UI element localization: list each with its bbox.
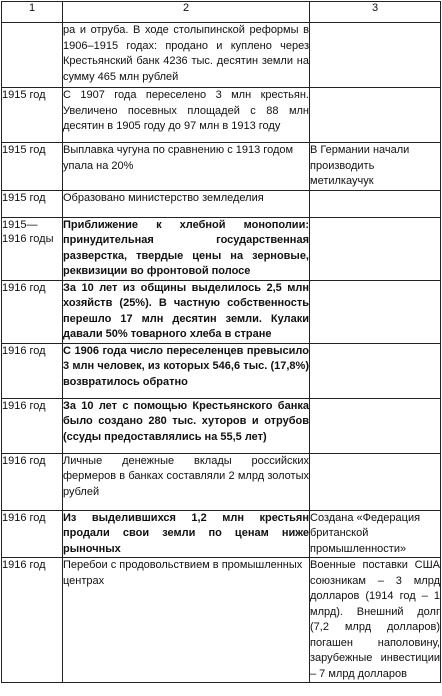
world-event-cell [310, 453, 441, 510]
event-cell: Образовано министерство земледелия [63, 190, 310, 217]
table-row [2, 190, 441, 217]
year-cell: 1915 год [2, 143, 63, 191]
year-cell: 1916 год [2, 280, 63, 343]
chronology-table [1, 1, 441, 683]
table-row [2, 23, 441, 88]
header-col-1: 1 [2, 2, 63, 23]
event-cell: ра и отруба. В ходе столыпинской реформы в 1906–1915 годах: продано и куплено через Крестьянский банк 4236 тыс. десятин земли на сумму 465 млн рублей [63, 23, 310, 88]
year-cell: 1916 год [2, 398, 63, 453]
event-cell: За 10 лет с помощью Крестьянского банка было создано 280 тыс. хуторов и отрубов (ссуды предоставлялись на 55,5 лет) [63, 398, 310, 453]
world-event-cell: В Германии начали производить метилкаучук [310, 143, 441, 191]
year-cell: 1916 год [2, 343, 63, 398]
world-event-cell: Создана «Федерация британской промышленности» [310, 510, 441, 558]
header-col-2: 2 [63, 2, 310, 23]
world-event-cell [310, 23, 441, 88]
year-cell: 1916 год [2, 558, 63, 683]
year-cell: 1916 год [2, 453, 63, 510]
table-row [2, 453, 441, 510]
table-row [2, 343, 441, 398]
table-row [2, 558, 441, 683]
table-row [2, 280, 441, 343]
year-cell: 1915 год [2, 190, 63, 217]
table-row [2, 143, 441, 191]
world-event-cell [310, 190, 441, 217]
year-cell: 1916 год [2, 510, 63, 558]
table-row [2, 510, 441, 558]
event-cell: Из выделившихся 1,2 млн крестьян продали свои земли по ценам ниже рыночных [63, 510, 310, 558]
event-cell: С 1907 года переселено 3 млн крестьян. Увеличено посевных площадей с 88 млн десятин в 1905 году до 97 млн в 1913 году [63, 88, 310, 143]
event-cell: Выплавка чугуна по сравнению с 1913 годом упала на 20% [63, 143, 310, 191]
world-event-cell [310, 398, 441, 453]
table-row [2, 398, 441, 453]
event-cell: Приближение к хлебной монополии: принудительная государственная разверстка, твердые цены на зерновые, реквизиции во фронтовой полосе [63, 217, 310, 280]
year-cell [2, 23, 63, 88]
event-cell: За 10 лет из общины выделилось 2,5 млн хозяйств (25%). В частную собственность перешло 17 млн десятин земли. Кулаки давали 50% товарного хлеба в стране [63, 280, 310, 343]
world-event-cell [310, 280, 441, 343]
event-cell: С 1906 года число переселенцев превысило 3 млн человек, из которых 546,6 тыс. (17,8%) возвратилось обратно [63, 343, 310, 398]
year-cell: 1915— 1916 годы [2, 217, 63, 280]
world-event-cell [310, 343, 441, 398]
event-cell: Перебои с продовольствием в промышленных центрах [63, 558, 310, 683]
table-row [2, 217, 441, 280]
world-event-cell: Военные поставки США союзникам – 3 млрд долларов (1914 год – 1 млрд). Внешний долг (7,2 млрд долларов) погашен наполовину, зарубежные инвестиции – 7 млрд долларов [310, 558, 441, 683]
event-cell: Личные денежные вклады российских фермеров в банках составляли 2 млрд золотых рублей [63, 453, 310, 510]
header-row [2, 2, 441, 23]
header-col-3: 3 [310, 2, 441, 23]
world-event-cell [310, 217, 441, 280]
table-row [2, 88, 441, 143]
year-cell: 1915 год [2, 88, 63, 143]
world-event-cell [310, 88, 441, 143]
